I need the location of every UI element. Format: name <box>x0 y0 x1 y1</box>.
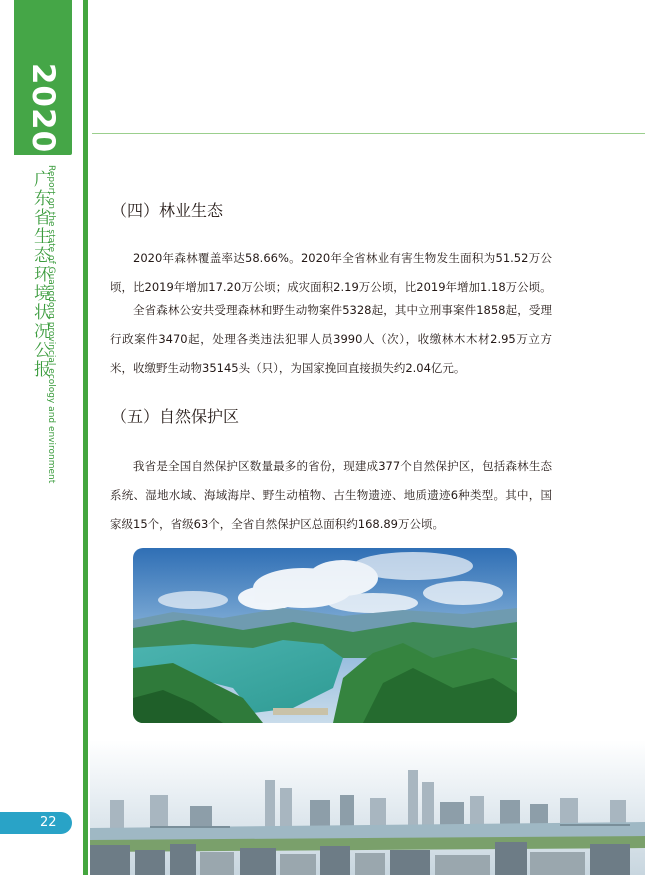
page-number-badge <box>0 812 72 834</box>
report-title-cn: 广东省生态环境状况公报 <box>30 170 50 379</box>
paragraph-forest-police: 全省森林公安共受理森林和野生动物案件5328起，其中立刑事案件1858起，受理行政案件3470起，处理各类违法犯罪人员3990人（次），收缴林木木材2.95万立方米，收缴野生动物35145头（只），为国家挽回直接损失约2.04亿元。 <box>110 303 552 375</box>
sidebar-divider <box>83 0 88 875</box>
paragraph-forest-coverage: 2020年森林覆盖率达58.66%。2020年全省林业有害生物发生面积为51.52万公顷，比2019年增加17.20万公顷；成灾面积2.19万公顷，比2019年增加1.18万公顷。 <box>110 251 552 294</box>
reservoir-landscape-photo <box>133 548 517 723</box>
paragraph-nature-reserves: 我省是全国自然保护区数量最多的省份，现建成377个自然保护区，包括森林生态系统、湿地水域、海域海岸、野生动植物、古生物遗迹、地质遗迹6种类型。其中，国家级15个，省级63个，全省自然保护区总面积约168.89万公顷。 <box>110 459 552 531</box>
page-number: 22 <box>40 815 57 830</box>
city-skyline-photo <box>90 740 645 875</box>
year-label: 2020 <box>25 62 61 154</box>
report-title-en: Report on the state of Guangdong provincial ecology and environment <box>46 165 56 484</box>
section-title-nature-reserves: （五）自然保护区 <box>111 407 240 426</box>
section-title-forestry: （四）林业生态 <box>111 201 224 220</box>
header-rule <box>92 133 645 134</box>
